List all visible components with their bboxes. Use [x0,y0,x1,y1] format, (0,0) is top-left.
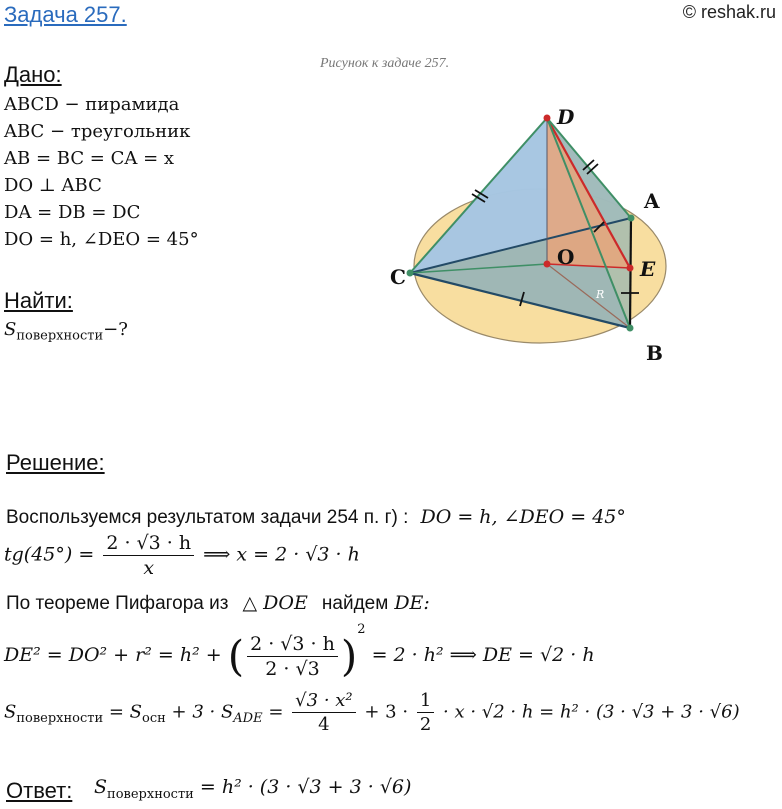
find-s: S [4,319,17,340]
label-o: O [557,245,575,269]
line5-half-num: 1 [417,690,434,713]
solution-heading: Решение: [6,450,105,475]
line5-half-den: 2 [419,714,432,735]
given-line-2: ABC − треугольник [4,121,191,142]
given-line-5: DA = DB = DC [4,202,141,223]
label-a: A [644,189,660,213]
line2-lhs: tg(45°) = [4,543,95,566]
label-r: R [596,288,605,301]
line3-text2: найдем [321,593,389,614]
square-exponent: 2 [357,622,366,637]
line3-triangle: △ DOE [242,592,308,614]
left-paren: ( [227,631,245,681]
line5-b: + 3 · S [171,701,234,723]
find-sub: поверхности [16,328,104,344]
label-b: B [646,341,663,365]
line2-numerator: 2 · √3 · h [103,532,194,556]
line1-math: DO = h, ∠DEO = 45° [420,506,626,528]
line4-denominator: 2 · √3 [265,657,320,680]
given-line-4: DO ⊥ ABC [4,175,102,196]
line5-ade: ADE [233,711,263,727]
given-line-3: AB = BC = CA = x [4,148,175,169]
answer-sub: поверхности [107,786,194,802]
line5-denominator: 4 [318,714,330,735]
given-line-1: ABCD − пирамида [4,94,180,115]
right-paren: ) [340,631,358,681]
given-heading: Дано: [4,62,62,87]
point-d [544,115,551,122]
line2-rhs: ⟹ x = 2 · √3 · h [203,543,360,566]
line5-fraction [292,690,355,735]
line3-var: DE: [394,592,430,614]
label-c: C [390,265,406,289]
line5-c: = [268,701,284,723]
figure-caption: Рисунок к задаче 257. [320,56,450,71]
line2-denominator: x [143,557,155,579]
edge-ab [630,218,631,328]
label-e: E [640,257,656,281]
point-c [407,270,414,277]
find-expression [4,316,128,350]
answer-value: = h² · (3 · √3 + 3 · √6) [199,776,412,798]
line4-lhs: DE² = DO² + r² = h² + [4,644,222,666]
find-rest: −? [103,319,128,340]
line1-text: Воспользуемся результатом задачи 254 п. г) : [6,507,409,528]
answer-heading: Ответ: [6,778,73,803]
line4-rhs: = 2 · h² ⟹ DE = √2 · h [371,644,595,666]
line5-osn: осн [142,711,166,727]
given-list [4,91,199,253]
given-line-6: DO = h, ∠DEO = 45° [4,229,199,250]
point-a [628,215,635,222]
point-o [544,261,551,268]
line5-s: S [4,701,17,723]
line4-fraction [247,633,338,680]
answer-expression [94,776,411,802]
line5-sub: поверхности [16,711,104,727]
line5-e: · x · √2 · h = h² · (3 · √3 + 3 · √6) [443,701,740,723]
line4-numerator: 2 · √3 · h [247,633,338,657]
pyramid-figure [390,100,690,370]
line2-fraction [103,532,194,579]
solution-line-3 [6,592,430,615]
solution-line-5 [4,690,740,735]
label-d: D [557,105,575,129]
answer-s: S [94,776,108,798]
problem-title-link[interactable]: Задача 257. [4,2,127,27]
line5-half [417,690,434,735]
line5-numerator: √3 · x² [292,690,355,713]
line5-d: + 3 · [364,701,409,723]
site-watermark: © reshak.ru [682,2,776,22]
line5-a: = S [108,701,143,723]
point-b [627,325,634,332]
solution-line-2 [4,532,360,579]
solution-line-4 [4,622,595,681]
point-e [627,265,634,272]
line3-text: По теореме Пифагора из [6,593,229,614]
solution-line-1 [6,506,626,529]
find-heading: Найти: [4,288,73,313]
